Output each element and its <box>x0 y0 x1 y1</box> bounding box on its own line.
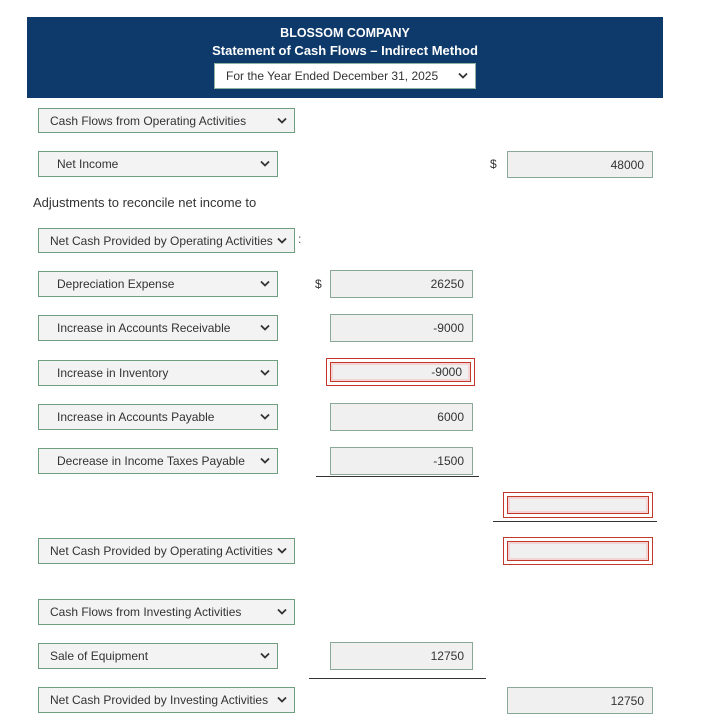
item-label: Increase in Accounts Receivable <box>57 321 231 335</box>
item-value: 6000 <box>437 410 464 424</box>
net-cash-operating-label: Net Cash Provided by Operating Activities <box>50 544 273 558</box>
depreciation-input[interactable] <box>330 270 473 298</box>
inventory-error-frame <box>326 358 475 386</box>
operating-section-select[interactable] <box>38 108 295 133</box>
investing-rule <box>309 678 486 679</box>
depreciation-select[interactable] <box>38 271 278 297</box>
chevron-down-icon <box>260 414 270 421</box>
accounts-payable-select[interactable] <box>38 404 278 430</box>
currency-symbol: $ <box>490 157 497 171</box>
chevron-down-icon <box>260 325 270 332</box>
item-value: 26250 <box>430 277 464 291</box>
net-cash-investing-value: 12750 <box>610 693 644 708</box>
accounts-receivable-select[interactable] <box>38 315 278 341</box>
period-select[interactable] <box>214 63 476 89</box>
sale-of-equipment-input[interactable] <box>330 642 473 670</box>
chevron-down-icon <box>277 548 287 555</box>
item-label: Decrease in Income Taxes Payable <box>57 454 245 468</box>
investing-section-label: Cash Flows from Investing Activities <box>50 605 242 619</box>
adjustments-text: Adjustments to reconcile net income to <box>33 195 257 210</box>
net-income-value: 48000 <box>610 157 644 172</box>
chevron-down-icon <box>260 281 270 288</box>
chevron-down-icon <box>277 697 287 704</box>
subtotal-rule <box>316 476 479 477</box>
income-taxes-payable-select[interactable] <box>38 448 278 474</box>
accounts-payable-input[interactable] <box>330 403 473 431</box>
accounts-receivable-input[interactable] <box>330 314 473 342</box>
statement-title: Statement of Cash Flows – Indirect Method <box>212 43 478 58</box>
net-income-input[interactable] <box>507 151 653 178</box>
item-label: Increase in Inventory <box>57 366 169 380</box>
net-cash-investing-select[interactable] <box>38 687 295 713</box>
currency-symbol: $ <box>315 277 322 291</box>
inventory-select[interactable] <box>38 360 278 386</box>
total-rule <box>493 521 657 522</box>
chevron-down-icon <box>277 117 287 124</box>
net-income-select[interactable] <box>38 151 278 177</box>
colon-label: : <box>298 232 302 246</box>
sale-of-equipment-label: Sale of Equipment <box>50 649 149 663</box>
item-value: -9000 <box>433 321 464 335</box>
total-adjustments-error-frame <box>503 492 653 518</box>
operating-section-label: Cash Flows from Operating Activities <box>50 113 247 128</box>
adjustments-select-label: Net Cash Provided by Operating Activities <box>50 233 273 248</box>
period-select-label: For the Year Ended December 31, 2025 <box>226 69 439 83</box>
income-taxes-payable-input[interactable] <box>330 447 473 475</box>
item-label: Depreciation Expense <box>57 277 175 291</box>
chevron-down-icon <box>277 609 287 616</box>
investing-section-select[interactable] <box>38 599 295 625</box>
chevron-down-icon <box>260 161 270 168</box>
item-value: -9000 <box>431 365 462 379</box>
chevron-down-icon <box>260 370 270 377</box>
inventory-input[interactable] <box>330 362 471 382</box>
net-cash-operating-select[interactable] <box>38 538 295 564</box>
net-cash-investing-label: Net Cash Provided by Investing Activities <box>50 693 269 707</box>
item-label: Increase in Accounts Payable <box>57 410 215 424</box>
net-cash-operating-error-frame <box>503 537 653 565</box>
sale-of-equipment-value: 12750 <box>430 649 464 663</box>
chevron-down-icon <box>277 237 287 244</box>
adjustments-select[interactable] <box>38 228 295 253</box>
company-name: BLOSSOM COMPANY <box>280 26 410 40</box>
total-adjustments-input[interactable] <box>507 496 649 514</box>
item-value: -1500 <box>433 454 464 468</box>
chevron-down-icon <box>458 73 468 80</box>
chevron-down-icon <box>260 653 270 660</box>
chevron-down-icon <box>260 458 270 465</box>
net-income-label: Net Income <box>57 157 119 171</box>
net-cash-investing-input[interactable] <box>507 687 653 714</box>
net-cash-operating-input[interactable] <box>507 541 649 561</box>
sale-of-equipment-select[interactable] <box>38 643 278 669</box>
